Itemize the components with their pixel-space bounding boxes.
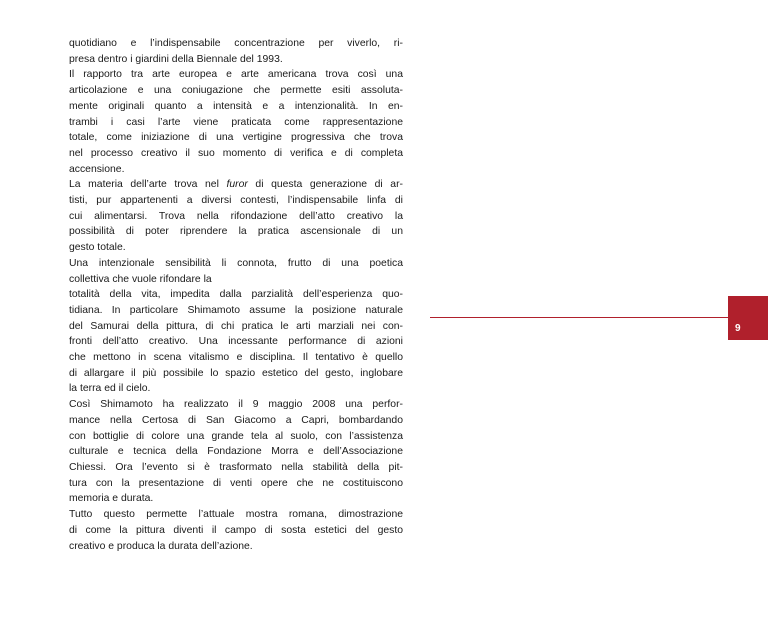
- text-line: totale, come iniziazione di una vertigine progressiva che trova: [69, 132, 403, 144]
- text-line: accensione.: [69, 163, 125, 175]
- text-line: culturale e tecnica della Fondazione Morra e dell’Associazione: [69, 446, 403, 458]
- body-text: [69, 36, 403, 554]
- italic-word: furor: [226, 179, 248, 191]
- text-line: fronti dell’atto creativo. Una incessante performance di azioni: [69, 336, 403, 348]
- text-fragment: di questa generazione di ar-: [247, 179, 404, 191]
- text-line: Così Shimamoto ha realizzato il 9 maggio 2008 una perfor-: [69, 399, 403, 411]
- text-line: di come la pittura diventi il campo di sosta estetici del gesto: [69, 524, 403, 536]
- text-line: possibilità di poter riprendere la pratica ascensionale di un: [69, 226, 403, 238]
- text-line: con bottiglie di colore una grande tela al suolo, con l’assistenza: [69, 430, 403, 442]
- text-line: mente originali quanto a intensità e a intenzionalità. In en-: [69, 100, 403, 112]
- page-number: 9: [735, 323, 741, 334]
- text-line: mance nella Certosa di San Giacomo a Capri, bombardando: [69, 414, 403, 426]
- text-line: gesto totale.: [69, 242, 126, 254]
- text-line: creativo e produca la durata dell’azione.: [69, 540, 253, 552]
- text-line: tisti, pur appartenenti a diversi contesti, l’indispensabile linfa di: [69, 195, 403, 207]
- text-line: articolazione e una coniugazione che permette esiti assoluta-: [69, 85, 403, 97]
- text-line: di allargare il più possibile lo spazio estetico del gesto, inglobare: [69, 367, 403, 379]
- text-line: che mettono in scena vitalismo e disciplina. Il tentativo è quello: [69, 352, 403, 364]
- text-line: [69, 177, 403, 193]
- text-line: Il rapporto tra arte europea e arte americana trova così una: [69, 69, 403, 81]
- text-line: Tutto questo permette l’attuale mostra romana, dimostrazione: [69, 509, 403, 521]
- text-line: presa dentro i giardini della Biennale del 1993.: [69, 53, 283, 65]
- text-fragment: La materia dell’arte trova nel: [69, 179, 227, 191]
- text-line: la terra ed il cielo.: [69, 383, 151, 395]
- text-line: nel processo creativo il suo momento di verifica e di completa: [69, 147, 403, 159]
- text-line: tura con la presentazione di venti opere che ne costituiscono: [69, 477, 403, 489]
- text-line: Una intenzionale sensibilità li connota, frutto di una poetica: [69, 257, 403, 269]
- text-line: totalità della vita, impedita dalla parzialità dell’esperienza quo-: [69, 289, 403, 301]
- page-tab-upper: [728, 296, 768, 317]
- page-tab: [728, 296, 768, 340]
- text-line: cui alimentarsi. Trova nella rifondazione dell’atto creativo la: [69, 210, 403, 222]
- text-line: Chiessi. Ora l’evento si è trasformato nella stabilità della pit-: [69, 461, 403, 473]
- text-line: collettiva che vuole rifondare la: [69, 273, 212, 285]
- text-line: del Samurai della pittura, di chi pratica le arti marziali nei con-: [69, 320, 403, 332]
- text-line: trambi i casi l’arte viene praticata come rappresentazione: [69, 116, 403, 128]
- text-line: memoria e durata.: [69, 493, 154, 505]
- text-line: tidiana. In particolare Shimamoto assume la posizione naturale: [69, 304, 403, 316]
- text-line: quotidiano e l’indispensabile concentrazione per viverlo, ri-: [69, 38, 403, 49]
- margin-rule: [430, 317, 768, 318]
